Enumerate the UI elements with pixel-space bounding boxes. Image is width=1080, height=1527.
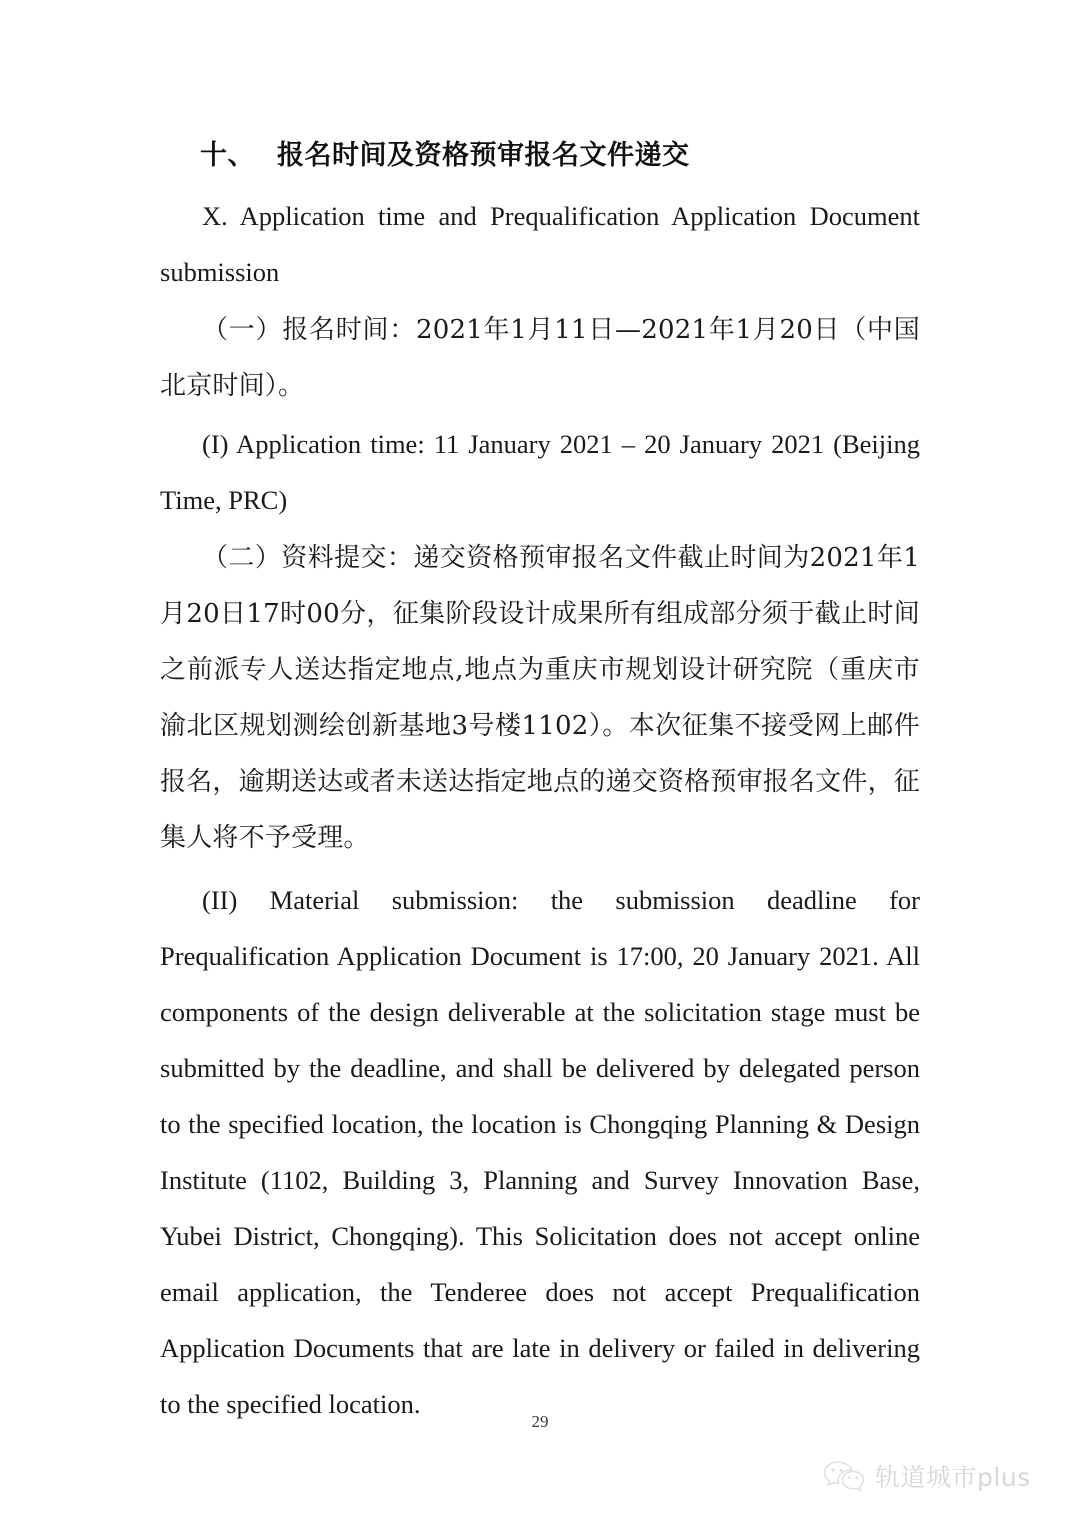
- watermark-label: 轨道城市plus: [875, 1462, 1031, 1492]
- watermark: [822, 1460, 1031, 1494]
- section-heading-chinese: [160, 138, 920, 174]
- page-number: 29: [531, 1412, 549, 1431]
- item-material-submission-chinese: （二）资料提交：递交资格预审报名文件截止时间为2021年1月20日17时00分，征集阶段设计成果所有组成部分须于截止时间之前派专人送达指定地点,地点为重庆市规划设计研究院（重庆市渝北区规划测绘创新基地3号楼1102）。本次征集不接受网上邮件报名，逾期送达或者未送达指定地点的递交资格预审报名文件，征集人将不予受理。: [160, 543, 920, 854]
- page-content: [160, 138, 920, 1432]
- item-application-time-english: (I) Application time: 11 January 2021 – 20 January 2021 (Beijing Time, PRC): [160, 429, 920, 516]
- wechat-icon: [822, 1460, 866, 1494]
- section-heading-english: X. Application time and Prequalification Application Document submission: [160, 201, 920, 288]
- item-material-submission-english: (II) Material submission: the submission deadline for Prequalification Application Document is 17:00, 20 January 2021. All components of the design deliverable at the solicitation stage must be submitted by the deadline, and shall be delivered by delegated person to the specified location, the location is Chongqing Planning & Design Institute (1102, Building 3, Planning and Survey Innovation Base, Yubei District, Chongqing). This Solicitation does not accept online email application, the Tenderee does not accept Prequalification Application Documents that are late in delivery or failed in delivering to the specified location.: [160, 885, 920, 1420]
- section-heading-title: 报名时间及资格预审报名文件递交: [277, 140, 690, 171]
- item-application-time-chinese: （一）报名时间：2021年1月11日—2021年1月20日（中国北京时间）。: [160, 315, 920, 402]
- section-heading-number: 十、: [200, 140, 255, 171]
